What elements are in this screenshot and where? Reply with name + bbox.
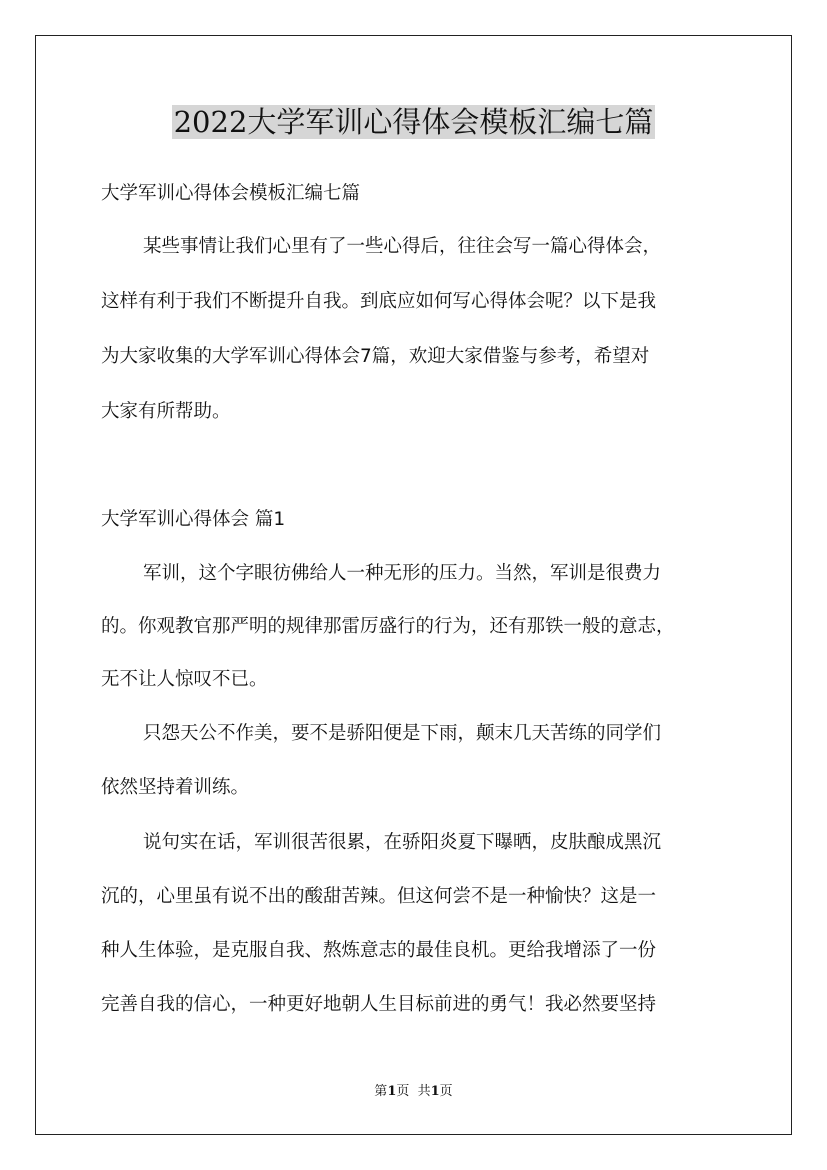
page-footer bbox=[0, 1083, 827, 1101]
body-line: 军训，这个字眼彷佛给人一种无形的压力。当然，军训是很费力 bbox=[143, 563, 662, 584]
section-heading: 大学军训心得体会 篇1 bbox=[101, 509, 286, 530]
intro-heading: 大学军训心得体会模板汇编七篇 bbox=[101, 183, 361, 204]
footer-page-total: 1 bbox=[430, 1084, 440, 1099]
intro-line: 某些事情让我们心里有了一些心得后，往往会写一篇心得体会， bbox=[143, 236, 662, 257]
intro-line: 大家有所帮助。 bbox=[101, 401, 231, 422]
body-line: 的。你观教官那严明的规律那雷厉盛行的行为，还有那铁一般的意志， bbox=[101, 616, 675, 637]
body-line: 说句实在话，军训很苦很累，在骄阳炎夏下曝晒，皮肤酿成黑沉 bbox=[143, 832, 662, 853]
footer-page-number: 1 bbox=[387, 1084, 397, 1099]
document-title bbox=[0, 100, 827, 144]
body-line: 种人生体验，是克服自我、熬炼意志的最佳良机。更给我增添了一份 bbox=[101, 940, 657, 961]
body-line: 完善自我的信心，一种更好地朝人生目标前进的勇气！我必然要坚持 bbox=[101, 994, 657, 1015]
intro-line: 这样有利于我们不断提升自我。到底应如何写心得体会呢？以下是我 bbox=[101, 291, 657, 312]
footer-page-suffix: 页 bbox=[439, 1084, 453, 1099]
body-line: 无不让人惊叹不已。 bbox=[101, 669, 268, 690]
intro-line: 为大家收集的大学军训心得体会7篇，欢迎大家借鉴与参考，希望对 bbox=[101, 346, 650, 367]
body-line: 依然坚持着训练。 bbox=[101, 777, 250, 798]
body-line: 只怨天公不作美，要不是骄阳便是下雨，颠末几天苦练的同学们 bbox=[143, 723, 662, 744]
document-title-text: 2022大学军训心得体会模板汇编七篇 bbox=[173, 105, 654, 139]
body-line: 沉的，心里虽有说不出的酸甜苦辣。但这何尝不是一种愉快？这是一 bbox=[101, 886, 657, 907]
footer-page-mid: 页 共 bbox=[396, 1084, 431, 1099]
footer-page-prefix: 第 bbox=[374, 1084, 388, 1099]
